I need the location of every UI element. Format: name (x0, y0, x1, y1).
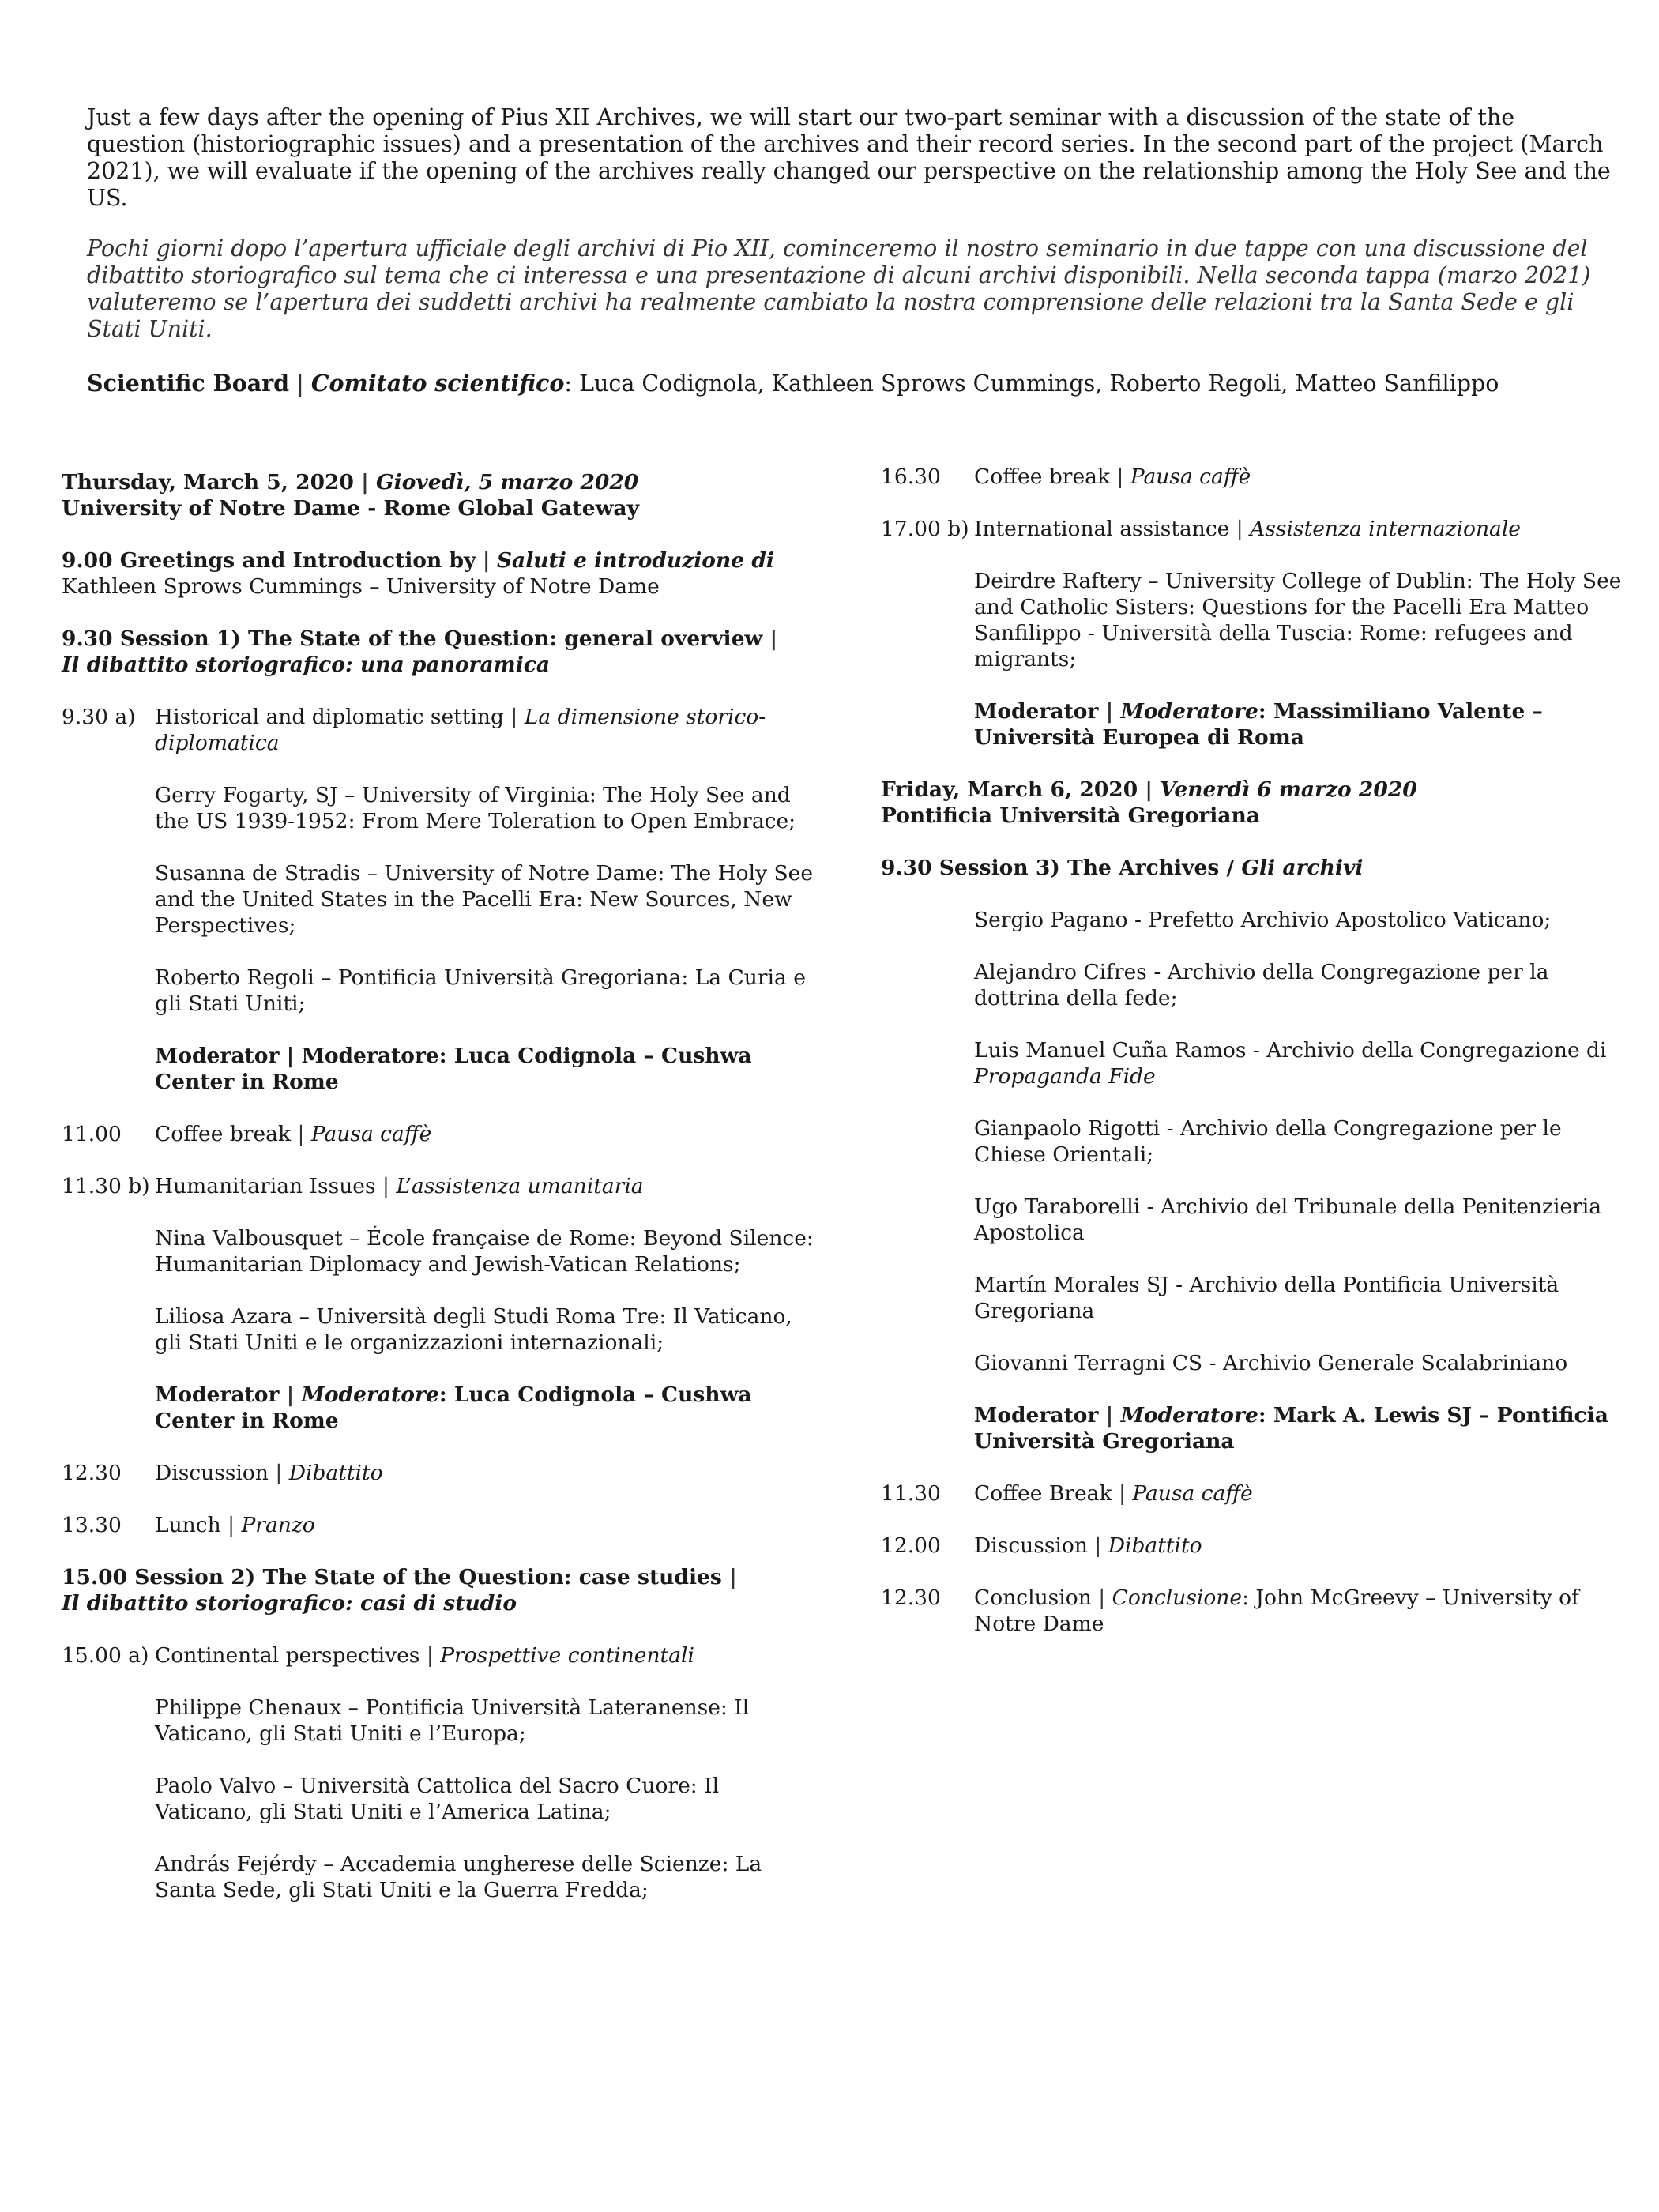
panel-a-title-en: Historical and diplomatic setting (155, 705, 504, 729)
panel-a-moderator: Moderator | Moderatore: Luca Codignola – Cushwa Center in Rome (155, 1044, 752, 1094)
separator: | (297, 1122, 305, 1146)
separator: | (1145, 777, 1153, 802)
coffee-break-en: Coffee Break (974, 1481, 1112, 1506)
panel-c-title-en: Continental perspectives (155, 1643, 420, 1668)
talk-item: Martín Morales SJ - Archivio della Pontificia Università Gregoriana (974, 1273, 1559, 1323)
separator: | (1116, 465, 1124, 489)
session1-title-it: Il dibattito storiografico: una panoramica (62, 653, 551, 677)
separator: | (1105, 699, 1114, 724)
coffee-break-it: Pausa caffè (310, 1122, 432, 1146)
session2-title-en: 15.00 Session 2) The State of the Question: case studies (62, 1565, 722, 1589)
moderator-name: : Massimiliano Valente – Università Europea di Roma (974, 699, 1543, 750)
moderator-label-en: Moderator (974, 699, 1099, 724)
intro-section (87, 104, 1616, 397)
separator: | (426, 1643, 434, 1668)
talk-item: Ugo Taraborelli - Archivio del Tribunale della Penitenzieria Apostolica (974, 1194, 1602, 1245)
conclusion-speaker: : John McGreevy – University of Notre Dame (974, 1586, 1579, 1636)
separator: | (361, 470, 369, 495)
panel-a-row (62, 704, 820, 756)
session1-header (62, 626, 820, 678)
session3-title-it: Gli archivi (1241, 856, 1364, 880)
talk-item: Deirdre Raftery – University College of Dublin: The Holy See and Catholic Sisters: Questions for the Pacelli Era Matteo Sanfilippo - Università della Tuscia: Rome: refugees and migrants; (974, 569, 1622, 672)
greetings-speaker: Kathleen Sprows Cummings – University of Notre Dame (62, 574, 660, 599)
day2-header (881, 777, 1639, 829)
separator: | (296, 371, 304, 397)
coffee-break-row (881, 464, 1639, 490)
talk-item: Susanna de Stradis – University of Notre Dame: The Holy See and the United States in the Pacelli Era: New Sources, New Perspectives; (155, 861, 814, 938)
panel-d-title-en: International assistance (974, 517, 1230, 541)
discussion-time: 12.00 (881, 1533, 941, 1558)
coffee-break-row (881, 1480, 1639, 1507)
panel-b-title-en: Humanitarian Issues (155, 1174, 376, 1198)
session3-title-en: 9.30 Session 3) The Archives / (881, 856, 1235, 880)
talk-text-it: Propaganda Fide (974, 1064, 1156, 1089)
coffee-break-time: 16.30 (881, 465, 941, 489)
coffee-break-en: Coffee break (155, 1122, 292, 1146)
intro-italian: Pochi giorni dopo l’apertura ufficiale degli archivi di Pio XII, cominceremo il nostro seminario in due tappe con una discussione del dibattito storiografico sul tema che ci interessa e una presentazione di alcuni archivi disponibili. Nella seconda tappa (marzo 2021) valuteremo se l’apertura dei suddetti archivi ha realmente cambiato la nostra comprensione delle relazioni tra la Santa Sede e gli Stati Uniti. (87, 235, 1591, 342)
panel-d-row (881, 516, 1639, 542)
program-right-column (881, 464, 1639, 1663)
discussion-en: Discussion (155, 1461, 269, 1485)
day2-date-it: Venerdì 6 marzo 2020 (1160, 777, 1417, 802)
session2-title-it: Il dibattito storiografico: casi di studio (62, 1591, 517, 1616)
discussion-time: 12.30 (62, 1461, 122, 1485)
talk-item: Roberto Regoli – Pontificia Università Gregoriana: La Curia e gli Stati Uniti; (155, 965, 806, 1016)
coffee-break-time: 11.00 (62, 1122, 122, 1146)
talk-item: Liliosa Azara – Università degli Studi Roma Tre: Il Vaticano, gli Stati Uniti e le organizzazioni internazionali; (155, 1304, 792, 1355)
talk-item: Alejandro Cifres - Archivio della Congregazione per la dottrina della fede; (974, 960, 1549, 1010)
panel-a-title-it: La dimensione storico-diplomatica (155, 705, 766, 755)
day2-venue: Pontificia Università Gregoriana (881, 803, 1260, 828)
panel-c-row (62, 1642, 820, 1668)
lunch-en: Lunch (155, 1513, 221, 1537)
talk-item (974, 1037, 1639, 1089)
conclusion-row (881, 1585, 1639, 1637)
greetings-block (62, 547, 820, 600)
day1-header (62, 469, 820, 521)
separator: | (382, 1174, 389, 1198)
separator: | (1098, 1586, 1106, 1610)
intro-english: Just a few days after the opening of Pius XII Archives, we will start our two-part seminar with a discussion of the state of the question (historiographic issues) and a presentation of the archives and their record series. In the second part of the project (March 2021), we will evaluate if the opening of the archives really changed our perspective on the relationship among the Holy See and the US. (87, 104, 1611, 211)
session3-header (881, 855, 1639, 881)
separator: | (275, 1461, 283, 1485)
panel-d-title-it: Assistenza internazionale (1250, 517, 1521, 541)
session2-header (62, 1564, 820, 1616)
panel-d-time: 17.00 b) (881, 517, 969, 541)
discussion-row (62, 1460, 820, 1486)
separator: | (482, 548, 491, 573)
moderator-name: : Mark A. Lewis SJ – Pontificia Università Gregoriana (974, 1403, 1608, 1454)
talk-item: Giovanni Terragni CS - Archivio Generale Scalabriniano (974, 1351, 1568, 1375)
scientific-board (87, 370, 1616, 397)
day1-venue: University of Notre Dame - Rome Global Gateway (62, 496, 639, 521)
moderator-label-it: Moderatore (1120, 1403, 1258, 1428)
panel-a-time: 9.30 a) (62, 705, 136, 729)
lunch-time: 13.30 (62, 1513, 122, 1537)
discussion-row (881, 1533, 1639, 1559)
session3-moderator (974, 1402, 1639, 1454)
conclusion-en: Conclusion (974, 1586, 1092, 1610)
panel-b-title-it: L’assistenza umanitaria (396, 1174, 644, 1198)
discussion-it: Dibattito (288, 1461, 383, 1485)
separator: | (228, 1513, 235, 1537)
conclusion-time: 12.30 (881, 1586, 941, 1610)
coffee-break-time: 11.30 (881, 1481, 941, 1506)
session1-title-en: 9.30 Session 1) The State of the Question: general overview (62, 626, 763, 651)
panel-a-title (155, 704, 820, 756)
separator: | (286, 1382, 295, 1407)
moderator-label-it: Moderatore (301, 1382, 439, 1407)
board-members: : Luca Codignola, Kathleen Sprows Cummings, Roberto Regoli, Matteo Sanfilippo (564, 371, 1499, 397)
separator: | (1094, 1533, 1102, 1558)
coffee-break-it: Pausa caffè (1130, 465, 1251, 489)
separator: | (1236, 517, 1243, 541)
talk-item: András Fejérdy – Accademia ungherese delle Scienze: La Santa Sede, gli Stati Uniti e la Guerra Fredda; (155, 1852, 762, 1902)
separator: | (510, 705, 518, 729)
board-label-en: Scientific Board (87, 370, 290, 397)
program-left-column (62, 469, 820, 1929)
talk-item: Gerry Fogarty, SJ – University of Virginia: The Holy See and the US 1939-1952: From Mere Toleration to Open Embrace; (155, 783, 796, 833)
panel-b-time: 11.30 b) (62, 1174, 150, 1198)
panel-d-moderator (974, 698, 1639, 750)
separator: | (769, 626, 778, 651)
separator: | (729, 1565, 737, 1589)
day1-date-en: Thursday, March 5, 2020 (62, 470, 354, 495)
talk-item: Sergio Pagano - Prefetto Archivio Apostolico Vaticano; (974, 908, 1552, 932)
discussion-it: Dibattito (1108, 1533, 1202, 1558)
moderator-label-it: Moderatore (1120, 699, 1258, 724)
moderator-label-en: Moderator (155, 1382, 280, 1407)
separator: | (1105, 1403, 1114, 1428)
lunch-it: Pranzo (241, 1513, 315, 1537)
board-label-it: Comitato scientifico (310, 370, 565, 397)
day1-date-it: Giovedì, 5 marzo 2020 (376, 470, 639, 495)
talk-text: Luis Manuel Cuña Ramos - Archivio della Congregazione di (974, 1038, 1607, 1063)
talk-item: Paolo Valvo – Università Cattolica del Sacro Cuore: Il Vaticano, gli Stati Uniti e l’America Latina; (155, 1774, 720, 1824)
greetings-title: 9.00 Greetings and Introduction by (62, 548, 476, 573)
lunch-row (62, 1512, 820, 1538)
panel-b-row (62, 1173, 820, 1199)
coffee-break-row (62, 1121, 820, 1147)
coffee-break-it: Pausa caffè (1132, 1481, 1253, 1506)
panel-c-time: 15.00 a) (62, 1643, 149, 1668)
talk-item: Gianpaolo Rigotti - Archivio della Congregazione per le Chiese Orientali; (974, 1116, 1562, 1167)
conclusion-it: Conclusione (1112, 1586, 1243, 1610)
greetings-title-it: Saluti e introduzione di (496, 548, 774, 573)
panel-c-title-it: Prospettive continentali (440, 1643, 694, 1668)
panel-b-moderator (155, 1382, 820, 1434)
discussion-en: Discussion (974, 1533, 1088, 1558)
moderator-name: : Luca Codignola – Cushwa Center in Rome (155, 1382, 752, 1433)
day2-date-en: Friday, March 6, 2020 (881, 777, 1138, 802)
talk-item: Philippe Chenaux – Pontificia Università Lateranense: Il Vaticano, gli Stati Uniti e l’Europa; (155, 1695, 750, 1746)
coffee-break-en: Coffee break (974, 465, 1111, 489)
separator: | (1118, 1481, 1126, 1506)
moderator-label-en: Moderator (974, 1403, 1099, 1428)
talk-item: Nina Valbousquet – École française de Rome: Beyond Silence: Humanitarian Diplomacy and Jewish-Vatican Relations; (155, 1226, 814, 1277)
